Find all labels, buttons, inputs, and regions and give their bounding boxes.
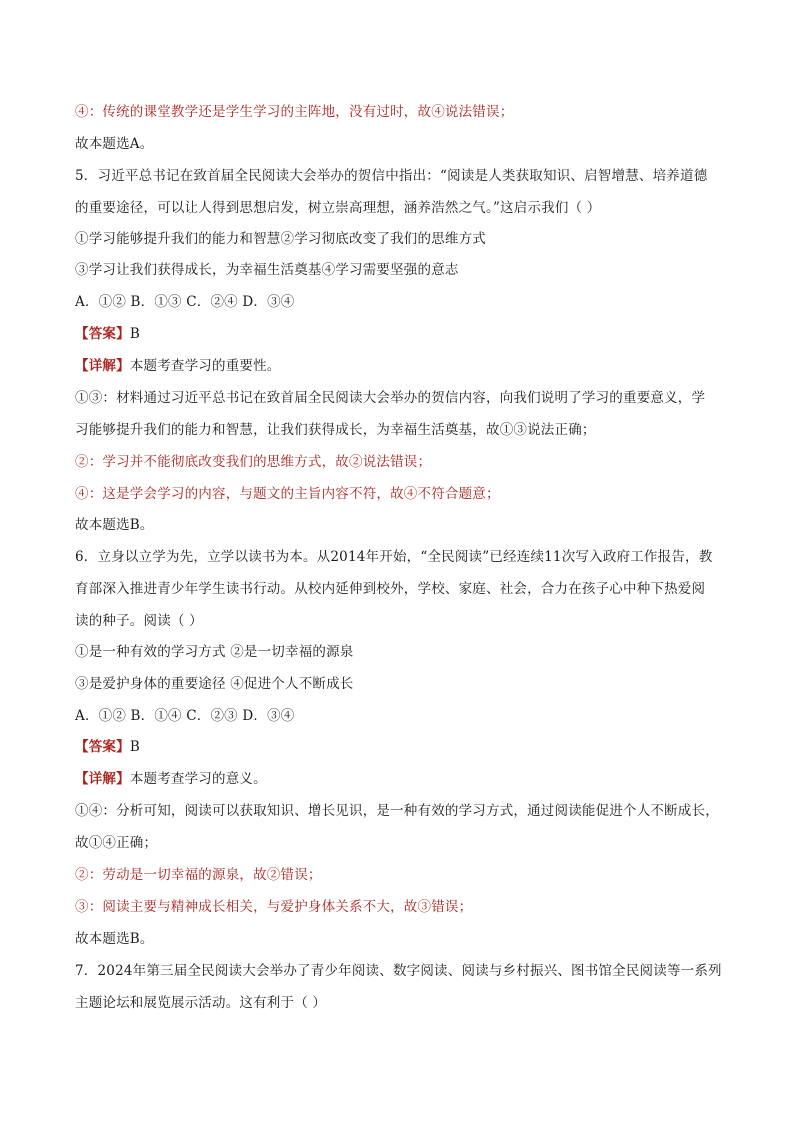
answer-tag: 【答案】 — [75, 326, 130, 342]
conclusion-line: 故本题选A。 — [75, 136, 154, 152]
question-7-stem-cont: 主题论坛和展览展示活动。这有利于（ ） — [75, 995, 327, 1011]
answer-value: B — [129, 739, 140, 755]
question-5-answer — [75, 324, 735, 344]
explanation-line: ④：这是学会学习的内容，与题文的主旨内容不符，故④不符合题意； — [75, 486, 500, 502]
question-6-answer — [75, 737, 735, 757]
explanation-line: ②：学习并不能彻底改变我们的思维方式，故②说法错误； — [75, 454, 432, 470]
explanation-line: ③：阅读主要与精神成长相关，与爱护身体关系不大，故③错误； — [75, 899, 473, 915]
answer-tag: 【答案】 — [75, 739, 130, 755]
question-6-detail — [75, 769, 735, 789]
question-6-statements: ①是一种有效的学习方式 ②是一切幸福的源泉 — [75, 644, 354, 660]
explanation-line: ④：传统的课堂教学还是学生学习的主阵地，没有过时，故④说法错误； — [75, 104, 514, 120]
question-6-statements-cont: ③是爱护身体的重要途径 ④促进个人不断成长 — [75, 676, 354, 692]
question-5-stem: 5．习近平总书记在致首届全民阅读大会举办的贺信中指出：“阅读是人类获取知识、启智增慧、培养道德 — [75, 168, 708, 184]
detail-text: 本题考查学习的意义。 — [129, 771, 267, 787]
question-6-stem: 6．立身以立学为先，立学以读书为本。从2014年开始，“全民阅读”已经连续11次写入政府工作报告，教 — [75, 549, 713, 565]
question-5-statements-cont: ③学习让我们获得成长，为幸福生活奠基④学习需要坚强的意志 — [75, 262, 459, 278]
explanation-line: ①④：分析可知，阅读可以获取知识、增长见识，是一种有效的学习方式，通过阅读能促进个人不断成长， — [75, 803, 719, 819]
question-6-stem-cont: 育部深入推进青少年学生读书行动。从校内延伸到校外，学校、家庭、社会，合力在孩子心中种下热爱阅 — [75, 581, 706, 597]
conclusion-line: 故本题选B。 — [75, 931, 154, 947]
question-6-options: A．①② B．①④ C．②③ D．③④ — [75, 708, 295, 724]
answer-value: B — [129, 326, 140, 342]
detail-tag: 【详解】 — [75, 771, 130, 787]
question-6-stem-cont: 读的种子。阅读（ ） — [75, 613, 203, 629]
conclusion-line: 故本题选B。 — [75, 517, 154, 533]
detail-text: 本题考查学习的重要性。 — [129, 358, 281, 374]
question-5-options: A．①② B．①③ C．②④ D．③④ — [75, 294, 295, 310]
explanation-line: ②：劳动是一切幸福的源泉，故②错误； — [75, 867, 322, 883]
question-5-stem-cont: 的重要途径，可以让人得到思想启发，树立崇高理想，涵养浩然之气。”这启示我们（ ） — [75, 200, 601, 216]
question-5-statements: ①学习能够提升我们的能力和智慧②学习彻底改变了我们的思维方式 — [75, 231, 486, 247]
explanation-line: 习能够提升我们的能力和智慧，让我们获得成长，为幸福生活奠基，故①③说法正确； — [75, 422, 596, 438]
detail-tag: 【详解】 — [75, 358, 130, 374]
explanation-line: 故①④正确； — [75, 835, 158, 851]
question-5-detail — [75, 356, 735, 376]
question-7-stem: 7．2024年第三届全民阅读大会举办了青少年阅读、数字阅读、阅读与乡村振兴、图书馆全民阅读等一系列 — [75, 963, 722, 979]
explanation-line: ①③：材料通过习近平总书记在致首届全民阅读大会举办的贺信内容，向我们说明了学习的重要意义，学 — [75, 390, 706, 406]
